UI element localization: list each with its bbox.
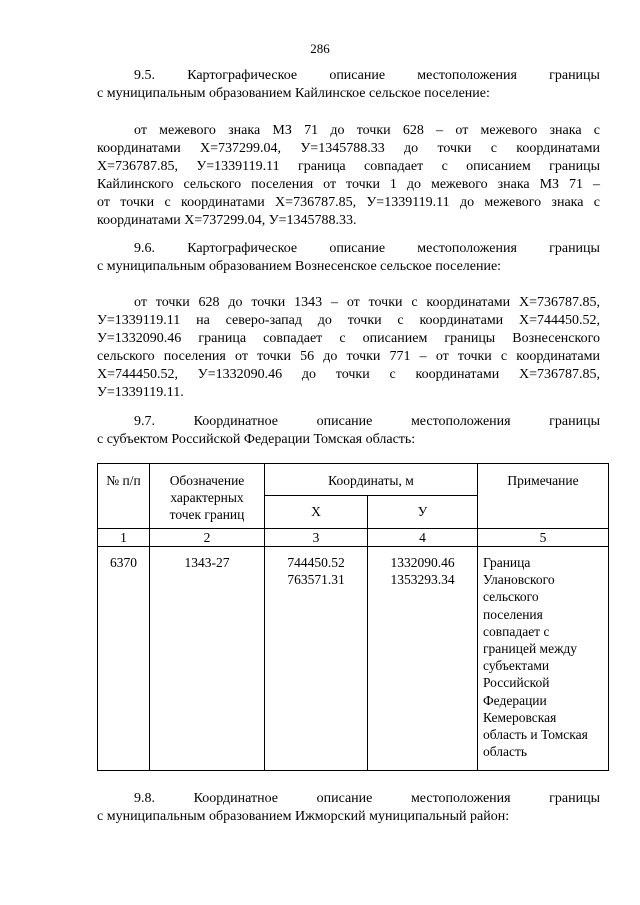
note-line: Граница [483,555,531,570]
section-number: 9.8. [134,791,155,806]
section-9-5-heading [97,67,600,103]
body-line: сельского поселения от точки 56 до точки 771 – от точки с координатами [97,349,600,364]
header-line: характерных [170,490,244,506]
section-9-7-heading [97,413,600,449]
coord-value: 763571.31 [287,572,345,588]
heading-word: границы [549,414,600,429]
body-line: Х=744450.52, У=1332090.46 до точки с координатами Х=736787.85, [97,367,600,382]
heading-word: Картографическое [187,68,298,83]
heading-line: с субъектом Российской Федерации Томская область: [97,432,416,447]
heading-word: границы [549,68,600,83]
col-number: 3 [312,530,320,545]
note-line: Федерации [483,692,547,708]
header-note: Примечание [507,473,579,488]
note-line: сельского [483,589,539,605]
body-line: от точки с координатами Х=736787.85, У=1339119.11 до межевого знака с [97,195,600,210]
row-num: 6370 [110,555,137,570]
section-9-8-heading [97,790,600,826]
header-x: Х [311,504,321,519]
body-line: от точки 628 до точки 1343 – от точки с координатами Х=736787.85, [134,295,600,310]
body-line: У=1332090.46 граница совпадает с описанием границы Вознесенского [97,331,600,346]
heading-word: местоположения [417,241,517,256]
table-border [608,463,609,771]
col-number: 5 [539,530,547,545]
section-9-5-body [97,122,600,230]
heading-word: границы [549,241,600,256]
heading-word: Координатное [193,791,278,806]
col-number: 4 [419,530,426,545]
note-line: Российской [483,675,550,691]
coord-value: 1353293.34 [390,572,455,588]
heading-word: описание [316,414,373,429]
heading-word: Координатное [193,414,278,429]
coord-value: 1332090.46 [390,555,455,570]
heading-line: с муниципальным образованием Вознесенское сельское поселение: [97,259,502,274]
header-coords: Координаты, м [328,473,414,488]
body-line: координатами Х=737299.04, У=1345788.33. [97,213,357,228]
body-line: У=1339119.11. [97,385,184,400]
note-line: границей между [483,641,578,657]
heading-line: с муниципальным образованием Кайлинское сельское поселение: [97,86,490,101]
header-line: точек границ [169,507,245,523]
body-line: от межевого знака МЗ 71 до точки 628 – от межевого знака с [134,123,600,138]
body-line: Х=736787.85, У=1339119.11 граница совпадает с описанием границы [97,159,600,174]
section-9-6-heading [97,240,600,276]
body-line: координатами Х=737299.04, У=1345788.33 до точки с координатами [97,141,600,156]
heading-word: местоположения [410,414,511,429]
body-line: Кайлинского сельского поселения от точки 1 до межевого знака МЗ 71 – [97,177,600,192]
table-border [97,770,609,771]
header-line: Обозначение [169,473,245,488]
heading-word: описание [316,791,373,806]
header-designation [150,472,264,524]
page-number: 286 [310,41,330,56]
heading-word: описание [329,68,386,83]
coord-value: 744450.52 [287,555,345,570]
row-x [265,554,367,588]
section-number: 9.7. [134,414,155,429]
note-line: область и Томская [483,727,588,743]
table-border [97,463,609,464]
note-line: Улановского [483,572,555,588]
table-border [477,463,478,771]
header-y: У [417,504,428,519]
note-line: поселения [483,606,543,622]
table-border [264,495,477,496]
table-border [97,463,98,771]
heading-word: описание [329,241,386,256]
note-line: Кемеровская [483,709,557,725]
section-9-6-body [97,294,600,402]
row-y [368,554,477,588]
heading-line: с муниципальным образованием Ижморский муниципальный район: [97,809,510,824]
note-line: совпадает с [483,623,550,639]
section-number: 9.6. [134,241,155,256]
heading-word: Картографическое [187,241,298,256]
note-line: область [483,744,528,760]
row-note [483,554,608,760]
note-line: субъектами [483,658,550,674]
header-num: № п/п [106,473,141,488]
body-line: У=1339119.11 на северо-запад до точки с координатами Х=744450.52, [97,313,600,328]
col-number: 2 [203,530,211,545]
heading-word: местоположения [417,68,517,83]
row-designation: 1343-27 [184,555,230,570]
col-number: 1 [120,530,127,545]
heading-word: местоположения [410,791,511,806]
section-number: 9.5. [134,68,155,83]
heading-word: границы [549,791,600,806]
